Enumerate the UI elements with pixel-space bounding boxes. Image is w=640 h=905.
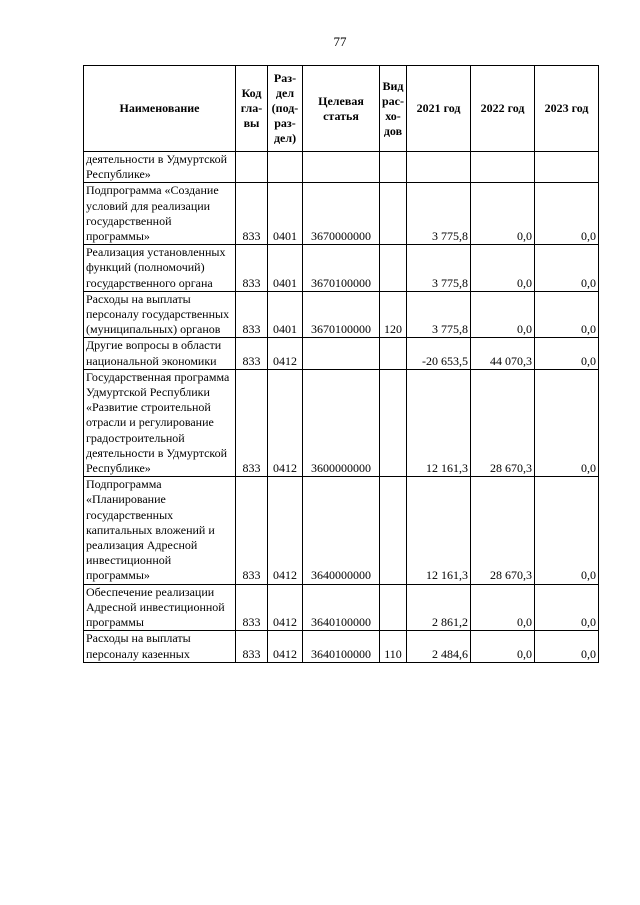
- header-2021: 2021 год: [407, 66, 471, 152]
- row-section: 0412: [268, 631, 303, 662]
- header-2023: 2023 год: [535, 66, 599, 152]
- row-target-article: 3640100000: [303, 631, 380, 662]
- row-target-article: 3640100000: [303, 584, 380, 631]
- row-target-article: [303, 152, 380, 183]
- row-chapter-code: 833: [236, 369, 268, 476]
- header-row: [84, 66, 599, 152]
- row-target-article: 3640000000: [303, 477, 380, 584]
- row-value-2022: 0,0: [471, 584, 535, 631]
- row-expense-type: [380, 245, 407, 292]
- row-chapter-code: 833: [236, 631, 268, 662]
- table-row: [84, 152, 599, 183]
- row-expense-type: [380, 584, 407, 631]
- table-row: [84, 631, 599, 662]
- row-value-2023: 0,0: [535, 584, 599, 631]
- row-value-2021: 12 161,3: [407, 369, 471, 476]
- row-value-2023: 0,0: [535, 369, 599, 476]
- header-section: Раз- дел (под- раз- дел): [268, 66, 303, 152]
- row-value-2023: 0,0: [535, 291, 599, 338]
- row-value-2021: 12 161,3: [407, 477, 471, 584]
- row-value-2022: 28 670,3: [471, 369, 535, 476]
- row-expense-type: [380, 152, 407, 183]
- header-target-article: Целевая статья: [303, 66, 380, 152]
- row-section: 0401: [268, 291, 303, 338]
- table-row: [84, 183, 599, 245]
- row-expense-type: [380, 183, 407, 245]
- row-expense-type: [380, 369, 407, 476]
- row-section: 0412: [268, 338, 303, 369]
- row-value-2021: 3 775,8: [407, 245, 471, 292]
- row-name: Реализация установленных функций (полномочий) государственного органа: [84, 245, 236, 292]
- row-value-2023: 0,0: [535, 338, 599, 369]
- table-row: [84, 584, 599, 631]
- row-value-2023: 0,0: [535, 477, 599, 584]
- row-value-2021: 2 484,6: [407, 631, 471, 662]
- row-value-2021: 3 775,8: [407, 183, 471, 245]
- row-name: Другие вопросы в области национальной экономики: [84, 338, 236, 369]
- table-row: [84, 338, 599, 369]
- row-value-2021: 2 861,2: [407, 584, 471, 631]
- row-value-2022: 0,0: [471, 183, 535, 245]
- row-expense-type: 120: [380, 291, 407, 338]
- table-row: [84, 245, 599, 292]
- row-value-2022: [471, 152, 535, 183]
- row-name: Государственная программа Удмуртской Республики «Развитие строительной отрасли и регулирование градостроительной деятельности в Удмуртской Республике»: [84, 369, 236, 476]
- header-expense-type: Вид рас- хо- дов: [380, 66, 407, 152]
- row-value-2021: [407, 152, 471, 183]
- row-target-article: 3600000000: [303, 369, 380, 476]
- header-name: Наименование: [84, 66, 236, 152]
- table-row: [84, 369, 599, 476]
- row-expense-type: [380, 477, 407, 584]
- row-value-2022: 44 070,3: [471, 338, 535, 369]
- row-target-article: [303, 338, 380, 369]
- row-section: 0412: [268, 369, 303, 476]
- header-2022: 2022 год: [471, 66, 535, 152]
- row-value-2022: 0,0: [471, 245, 535, 292]
- row-value-2023: 0,0: [535, 245, 599, 292]
- row-chapter-code: 833: [236, 291, 268, 338]
- row-section: 0412: [268, 584, 303, 631]
- row-value-2023: 0,0: [535, 631, 599, 662]
- row-chapter-code: [236, 152, 268, 183]
- table-row: [84, 477, 599, 584]
- row-value-2022: 28 670,3: [471, 477, 535, 584]
- row-chapter-code: 833: [236, 245, 268, 292]
- row-name: Обеспечение реализации Адресной инвестиционной программы: [84, 584, 236, 631]
- row-chapter-code: 833: [236, 584, 268, 631]
- header-chapter-code: Код гла- вы: [236, 66, 268, 152]
- row-chapter-code: 833: [236, 338, 268, 369]
- row-section: [268, 152, 303, 183]
- row-chapter-code: 833: [236, 477, 268, 584]
- row-name: Подпрограмма «Создание условий для реализации государственной программы»: [84, 183, 236, 245]
- page-number: 77: [333, 34, 347, 49]
- table-row: [84, 291, 599, 338]
- row-value-2023: 0,0: [535, 183, 599, 245]
- row-value-2021: -20 653,5: [407, 338, 471, 369]
- row-target-article: 3670000000: [303, 183, 380, 245]
- table-body: [84, 152, 599, 663]
- row-name: деятельности в Удмуртской Республике»: [84, 152, 236, 183]
- row-value-2023: [535, 152, 599, 183]
- row-name: Расходы на выплаты персоналу казенных: [84, 631, 236, 662]
- row-target-article: 3670100000: [303, 245, 380, 292]
- row-section: 0401: [268, 183, 303, 245]
- row-section: 0401: [268, 245, 303, 292]
- row-expense-type: [380, 338, 407, 369]
- row-name: Расходы на выплаты персоналу государственных (муниципальных) органов: [84, 291, 236, 338]
- row-chapter-code: 833: [236, 183, 268, 245]
- row-section: 0412: [268, 477, 303, 584]
- row-expense-type: 110: [380, 631, 407, 662]
- row-value-2022: 0,0: [471, 291, 535, 338]
- row-target-article: 3670100000: [303, 291, 380, 338]
- row-value-2021: 3 775,8: [407, 291, 471, 338]
- row-name: Подпрограмма «Планирование государственных капитальных вложений и реализация Адресной инвестиционной программы»: [84, 477, 236, 584]
- budget-table: [83, 65, 599, 663]
- row-value-2022: 0,0: [471, 631, 535, 662]
